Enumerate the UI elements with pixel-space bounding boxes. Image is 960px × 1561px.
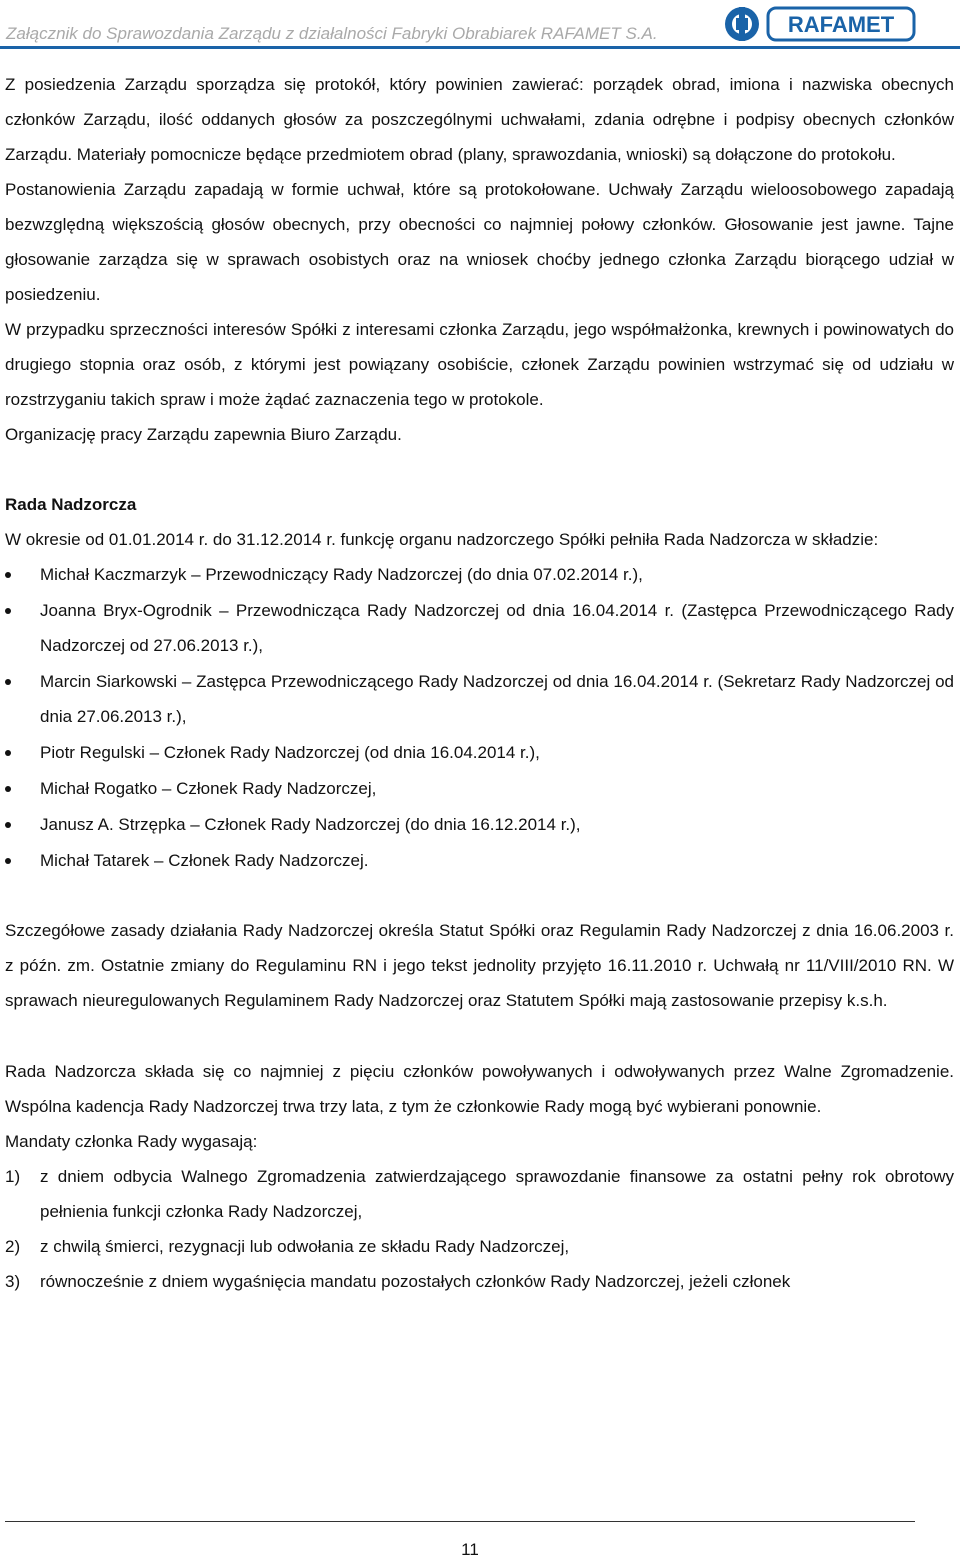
footer-rule: [5, 1521, 915, 1522]
member-text: Marcin Siarkowski – Zastępca Przewodniczącego Rady Nadzorczej od dnia 16.04.2014 r. (Sekretarz Rady Nadzorczej od dnia 27.06.2013 r.),: [40, 672, 954, 726]
mandate-expiry-list: [5, 1159, 954, 1299]
page-header: [0, 0, 960, 46]
member-text: Michał Rogatko – Członek Rady Nadzorczej,: [40, 779, 377, 798]
logo-text: RAFAMET: [787, 12, 895, 37]
list-item: [5, 557, 954, 592]
section-heading: Rada Nadzorcza: [5, 495, 137, 514]
item-number: 2): [5, 1237, 21, 1256]
header-rule: [0, 46, 960, 49]
list-item: [5, 593, 954, 663]
paragraph-organization: Organizację pracy Zarządu zapewnia Biuro Zarządu.: [5, 425, 402, 444]
list-item: [5, 1159, 954, 1229]
list-item: [5, 771, 954, 806]
board-members-list: [5, 557, 954, 878]
item-number: 3): [5, 1272, 21, 1291]
bullet-icon: [5, 572, 11, 578]
paragraph-protocol: Z posiedzenia Zarządu sporządza się protokół, który powinien zawierać: porządek obrad, imiona i nazwiska obecnych członków Zarządu, ilość oddanych głosów za poszczególnymi uchwałami, zdania odrębne i podpisy obecnych członków Zarządu. Materiały pomocnicze będące przedmiotem obrad (plany, sprawozdania, wnioski) są dołączone do protokołu.: [5, 75, 954, 164]
item-text: z chwilą śmierci, rezygnacji lub odwołania ze składu Rady Nadzorczej,: [40, 1237, 570, 1256]
member-text: Michał Tatarek – Członek Rady Nadzorczej.: [40, 851, 369, 870]
paragraph-mandates: Mandaty członka Rady wygasają:: [5, 1132, 258, 1151]
list-item: [5, 1229, 954, 1264]
bullet-icon: [5, 750, 11, 756]
item-text: równocześnie z dniem wygaśnięcia mandatu pozostałych członków Rady Nadzorczej, jeżeli członek: [40, 1272, 791, 1291]
page-number: 11: [461, 1540, 479, 1559]
list-item: [5, 843, 954, 878]
paragraph-board-composition: W okresie od 01.01.2014 r. do 31.12.2014 r. funkcję organu nadzorczego Spółki pełniła Rada Nadzorcza w składzie:: [5, 530, 879, 549]
bullet-icon: [5, 679, 11, 685]
list-item: [5, 735, 954, 770]
bullet-icon: [5, 822, 11, 828]
paragraph-resolutions: Postanowienia Zarządu zapadają w formie uchwał, które są protokołowane. Uchwały Zarządu wieloosobowego zapadają bezwzględną większością głosów obecnych, przy obecności co najmniej połowy członków. Głosowanie jest jawne. Tajne głosowanie zarządza się w sprawach osobistych oraz na wniosek choćby jednego członka Zarządu biorącego udział w posiedzeniu.: [5, 180, 954, 304]
member-text: Michał Kaczmarzyk – Przewodniczący Rady Nadzorczej (do dnia 07.02.2014 r.),: [40, 565, 643, 584]
list-item: [5, 664, 954, 734]
document-body: [5, 67, 954, 1299]
bullet-icon: [5, 786, 11, 792]
list-item: [5, 807, 954, 842]
item-text: z dniem odbycia Walnego Zgromadzenia zatwierdzającego sprawozdanie finansowe za ostatni pełny rok obrotowy pełnienia funkcji członka Rady Nadzorczej,: [40, 1167, 954, 1221]
member-text: Piotr Regulski – Członek Rady Nadzorczej (od dnia 16.04.2014 r.),: [40, 743, 540, 762]
list-item: [5, 1264, 954, 1299]
member-text: Joanna Bryx-Ogrodnik – Przewodnicząca Rady Nadzorczej od dnia 16.04.2014 r. (Zastępca Przewodniczącego Rady Nadzorczej od 27.06.2013 r.),: [40, 601, 954, 655]
paragraph-conflict-of-interest: W przypadku sprzeczności interesów Spółki z interesami członka Zarządu, jego współmałżonka, krewnych i powinowatych do drugiego stopnia oraz osób, z którymi jest powiązany osobiście, członek Zarządu powinien wstrzymać się od udziału w rozstrzyganiu takich spraw i może żądać zaznaczenia tego w protokole.: [5, 320, 954, 409]
item-number: 1): [5, 1167, 21, 1186]
bullet-icon: [5, 608, 11, 614]
bullet-icon: [5, 858, 11, 864]
paragraph-composition: Rada Nadzorcza składa się co najmniej z pięciu członków powoływanych i odwoływanych przez Walne Zgromadzenie. Wspólna kadencja Rady Nadzorczej trwa trzy lata, z tym że członkowie Rady mogą być wybierani ponownie.: [5, 1062, 954, 1116]
member-text: Janusz A. Strzępka – Członek Rady Nadzorczej (do dnia 16.12.2014 r.),: [40, 815, 581, 834]
paragraph-rules: Szczegółowe zasady działania Rady Nadzorczej określa Statut Spółki oraz Regulamin Rady Nadzorczej z dnia 16.06.2003 r. z późn. zm. Ostatnie zmiany do Regulaminu RN i jego tekst jednolity przyjęto 16.11.2010 r. Uchwałą nr 11/VIII/2010 RN. W sprawach nieuregulowanych Regulaminem Rady Nadzorczej oraz Statutem Spółki mają zastosowanie przepisy k.s.h.: [5, 921, 954, 1010]
header-title: Załącznik do Sprawozdania Zarządu z działalności Fabryki Obrabiarek RAFAMET S.A.: [6, 24, 658, 43]
rafamet-logo: [722, 4, 918, 44]
